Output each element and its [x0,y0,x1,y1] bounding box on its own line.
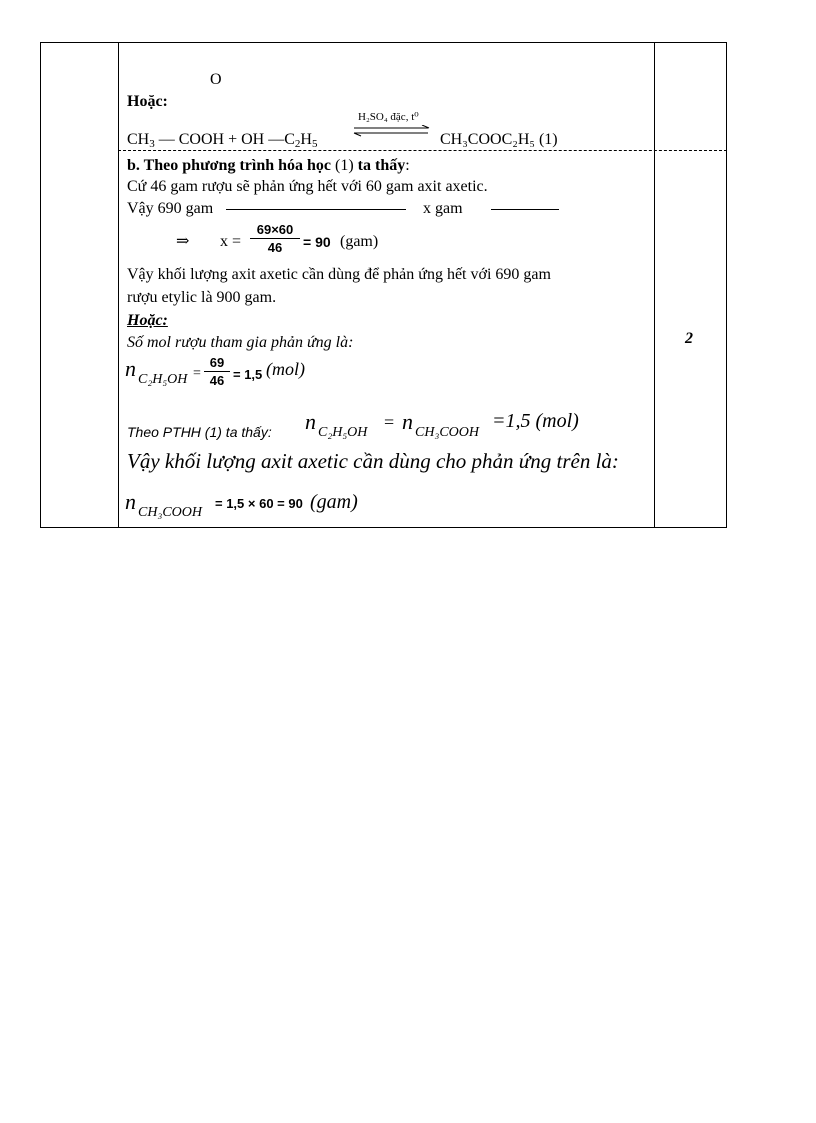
n-symbol-2: n [305,409,316,434]
mass-calc: = 1,5 × 60 = 90 [215,496,303,511]
lhs-ch3-sub: 3 [149,138,155,150]
pthh-result: =1,5 (mol) [492,410,579,432]
n-sub-ch3cooh-1: CH₃COOH [415,425,479,440]
x-eq-label: x = [220,233,242,250]
part-b-line2-left: Vậy 690 gam [127,200,214,217]
part-b-line2-right: x gam [423,200,463,217]
unit-gam: (gam) [340,233,379,250]
n-sub-c2h5oh-2: C₂H₅OH [318,425,368,440]
unit-gam-2: (gam) [310,491,358,513]
proportion-line-2 [491,209,559,210]
lhs-ch3: CH [127,131,150,148]
n-symbol-1: n [125,356,136,381]
pthh-eq: = [384,412,395,432]
part-b-heading-colon: : [405,157,410,174]
table-border-col3 [654,42,655,527]
fraction-69x60-46 [250,222,300,255]
mass-text: Vậy khối lượng axit axetic cần dùng cho phản ứng trên là: [127,449,619,473]
fraction-numerator: 69 [209,355,225,370]
part-b-line1: Cứ 46 gam rượu sẽ phản ứng hết với 60 gam axit axetic. [127,178,488,195]
implies-icon: ⇒ [176,233,190,250]
table-border-col2 [118,42,119,527]
mol-result: = 1,5 [233,367,263,382]
proportion-line-1 [226,209,406,210]
lhs-rest: COOH + OH [174,131,269,148]
catalyst-label: H₂SO₄ đặc, t⁰ [358,111,419,123]
fraction-bar [204,371,230,372]
score-value: 2 [685,330,693,347]
n-sub-ch3cooh-2: CH₃COOH [138,505,202,520]
fraction-result: = 90 [303,234,331,250]
conclusion-line1: Vậy khối lượng axit axetic cần dùng để phản ứng hết với 690 gam [127,266,551,283]
table-border-left [40,42,41,527]
table-border-right [726,42,727,527]
pthh-text: Theo PTHH (1) ta thấy: [127,424,272,440]
part-b-heading-bold: b. Theo phương trình hóa học [127,157,332,174]
mol-text: Số mol rượu tham gia phản ứng là: [127,334,354,351]
section-divider [118,150,727,151]
fraction-denominator: 46 [209,373,225,388]
fraction-bar [250,238,300,239]
conclusion-line2: rượu etylic là 900 gam. [127,289,277,306]
bond-dash-1: — [158,131,175,148]
unit-mol: (mol) [266,359,305,379]
fraction-69-46 [204,355,230,388]
part-b-heading-tail: ta thấy [357,157,406,174]
alt-method-heading: Hoặc: [127,312,168,329]
part-b-heading-ref: (1) [331,157,358,174]
n-sub-c2h5oh-1: C₂H₅OH [138,372,188,387]
lhs-c2h5-sub2: 5 [311,138,318,150]
fraction-numerator: 69×60 [256,222,294,237]
lhs-c2h5-h: H [300,131,312,148]
reaction-lhs [127,130,317,149]
lhs-c2h5-c: C [284,131,295,148]
n-symbol-4: n [125,489,136,514]
n-symbol-3: n [402,409,413,434]
reversible-arrow-icon [352,125,432,137]
fraction-denominator: 46 [267,240,283,255]
alt-heading: Hoặc: [127,93,168,110]
reaction-rhs: CH₃COOC₂H₅ (1) [440,131,558,148]
o-label: O [210,71,222,88]
mol-eq: = [193,366,201,381]
lhs-c2h5-sub1: 2 [294,138,301,150]
part-b-heading [127,156,410,175]
bond-dash-2: — [268,131,285,148]
